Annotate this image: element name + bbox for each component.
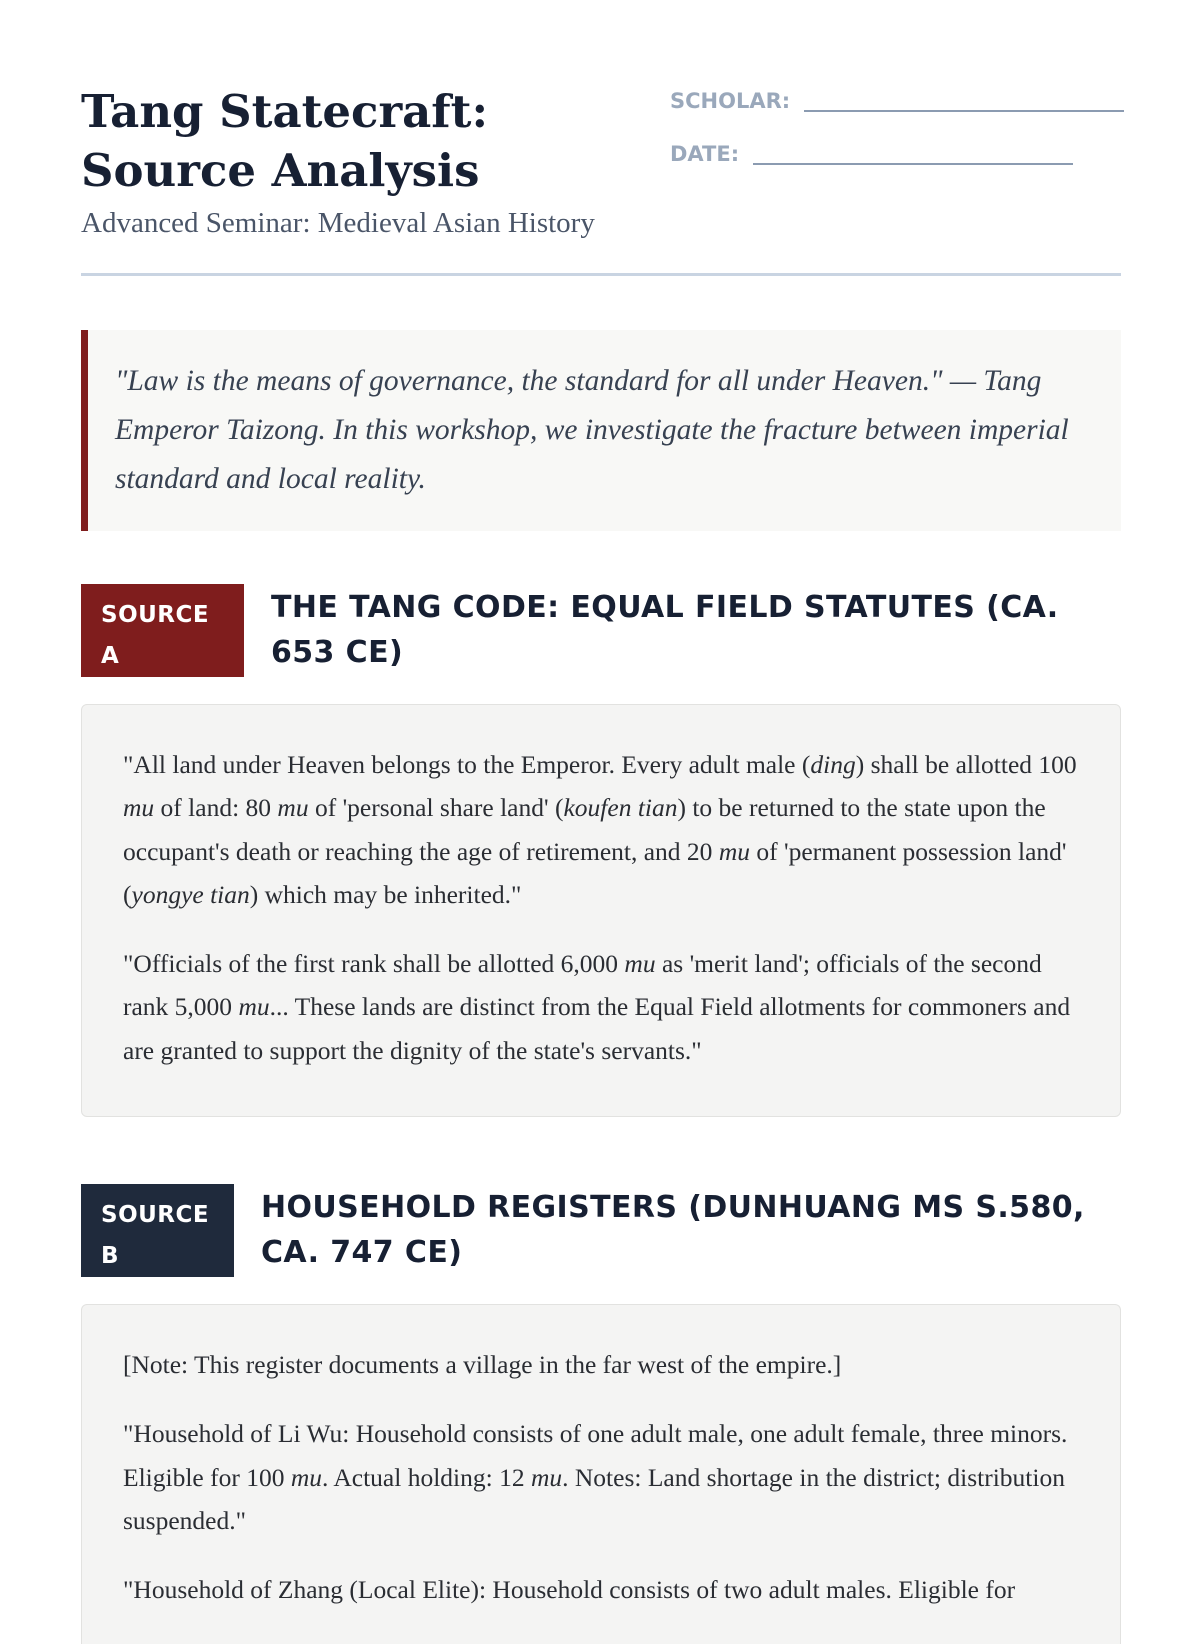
worksheet-page xyxy=(81,0,1121,1605)
source-a-paragraph xyxy=(123,942,1080,1072)
text-run: of 'permanent possession land' ( xyxy=(123,836,1067,909)
text-run: as 'merit land'; officials of the second rank 5,000 xyxy=(123,949,1042,1022)
italic-term: mu xyxy=(290,1462,323,1492)
source-a-excerpt xyxy=(81,704,1121,1117)
text-run: ) which may be inherited." xyxy=(249,879,522,909)
italic-term: mu xyxy=(123,793,155,823)
scholar-label: SCHOLAR: xyxy=(670,89,791,113)
source-b-note xyxy=(123,1343,1080,1386)
text-run: "All land under Heaven belongs to the Emperor. Every adult male ( xyxy=(123,750,811,779)
scholar-field[interactable] xyxy=(670,88,1124,114)
date-field[interactable] xyxy=(670,141,1073,167)
text-run: "Officials of the first rank shall be allotted 6,000 xyxy=(123,949,625,979)
text-run: ) to be returned to the state upon the occupant's death or reaching the age of retirement, and 20 xyxy=(123,793,1046,866)
text-run: of land: 80 xyxy=(154,793,278,823)
source-a-title: THE TANG CODE: EQUAL FIELD STATUTES (CA. 653 CE) xyxy=(271,590,1059,670)
source-a-paragraph xyxy=(123,743,1080,916)
italic-term: yongye tian xyxy=(131,879,250,909)
italic-term: mu xyxy=(277,793,309,823)
scholar-input-line[interactable] xyxy=(804,110,1124,112)
page-title: Tang Statecraft: Source Analysis xyxy=(81,85,489,197)
italic-term: mu xyxy=(624,949,656,979)
source-b-excerpt xyxy=(81,1304,1121,1644)
text-run: . Notes: Land shortage in the district; distribution suspended." xyxy=(123,1462,1065,1535)
source-b-title: HOUSEHOLD REGISTERS (DUNHUANG MS S.580, CA. 747 CE) xyxy=(261,1190,1085,1270)
text-run: "Household of Li Wu: Household consists of one adult male, one adult female, three minors. Eligible for 100 xyxy=(123,1419,1068,1492)
italic-term: ding xyxy=(810,750,856,779)
italic-term: mu xyxy=(718,836,750,866)
text-run: . Actual holding: 12 xyxy=(322,1462,531,1492)
course-subtitle: Advanced Seminar: Medieval Asian History xyxy=(81,207,595,239)
text-run: of 'personal share land' ( xyxy=(308,793,564,823)
intro-quote: "Law is the means of governance, the standard for all under Heaven." — Tang Emperor Taizong. In this workshop, we investigate the fracture between imperial standard and local reality. xyxy=(81,330,1121,531)
text-run: "Household of Zhang (Local Elite): Household consists of two adult males. Eligible for xyxy=(123,1575,1016,1605)
text-run: [Note: This register documents a village in the far west of the empire.] xyxy=(123,1350,842,1379)
worksheet-header xyxy=(81,0,1121,276)
italic-term: mu xyxy=(530,1462,563,1492)
text-run: ... These lands are distinct from the Equal Field allotments for commoners and are granted to support the dignity of the state's servants." xyxy=(123,992,1071,1065)
italic-term: koufen tian xyxy=(563,793,678,823)
source-a-badge: SOURCE A xyxy=(81,584,244,677)
italic-term: mu xyxy=(238,992,270,1022)
source-b-paragraph xyxy=(123,1412,1080,1542)
source-b-paragraph xyxy=(123,1568,1080,1611)
date-input-line[interactable] xyxy=(753,163,1073,165)
source-b-badge: SOURCE B xyxy=(81,1184,234,1277)
date-label: DATE: xyxy=(670,142,740,166)
text-run: ) shall be allotted 100 xyxy=(855,750,1077,779)
